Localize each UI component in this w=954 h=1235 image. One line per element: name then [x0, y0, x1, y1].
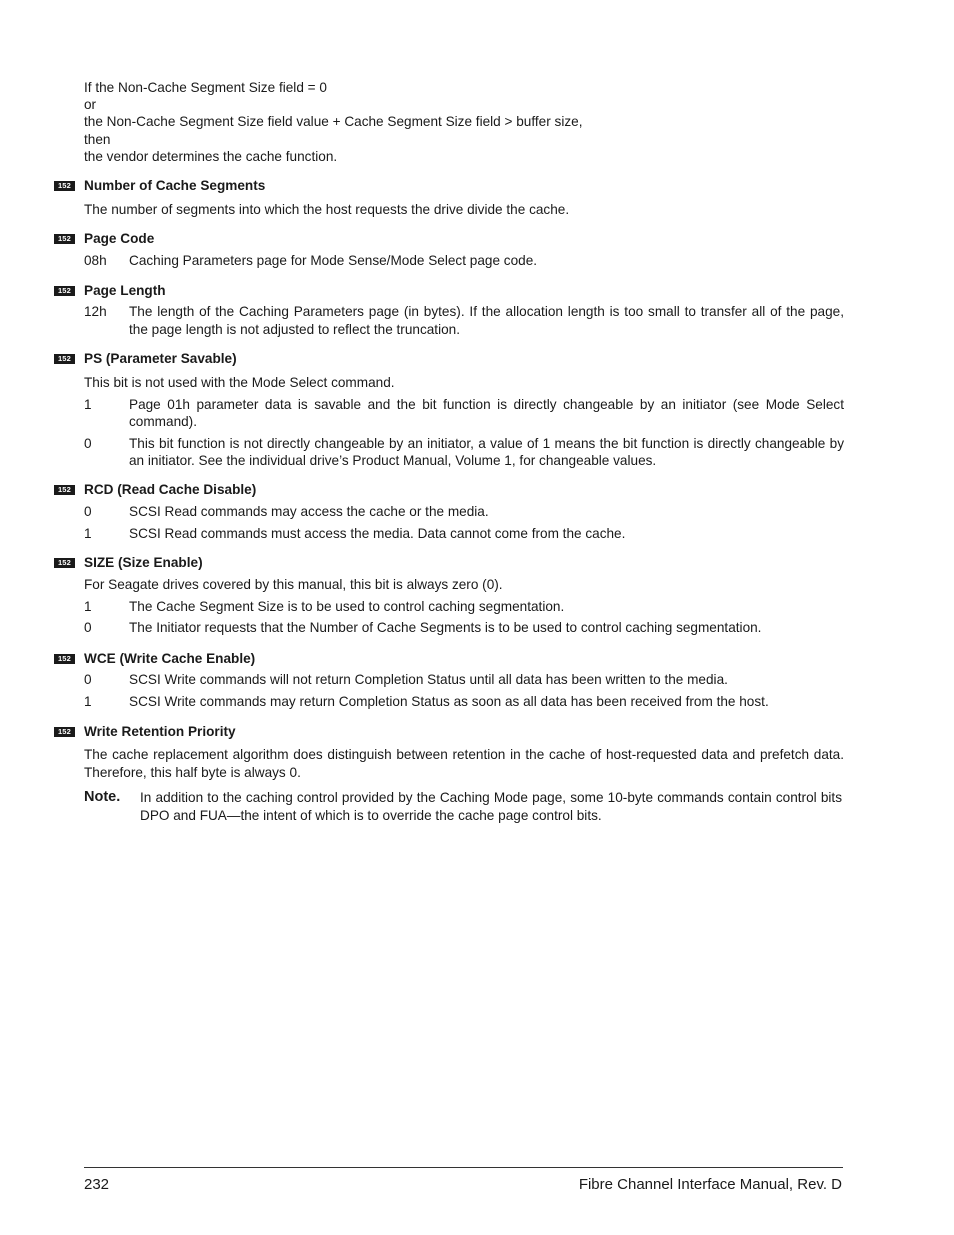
value-description: The Initiator requests that the Number of Cache Segments is to be used to control caching segmentation.: [129, 620, 762, 635]
intro-conditions: [84, 79, 844, 165]
intro-line: the vendor determines the cache function.: [84, 148, 338, 164]
section-ps-parameter-savable: [54, 350, 844, 470]
version-badge: 152: [54, 181, 75, 191]
value-description: SCSI Write commands will not return Completion Status until all data has been written to the media.: [129, 672, 728, 687]
value-description: Caching Parameters page for Mode Sense/Mode Select page code.: [129, 253, 538, 268]
version-badge: 152: [54, 234, 75, 244]
note-block: [84, 789, 842, 824]
footer-document-title: Fibre Channel Interface Manual, Rev. D: [578, 1176, 842, 1193]
section-title: RCD (Read Cache Disable): [84, 482, 257, 497]
section-write-retention-priority: [54, 723, 844, 781]
section-title: WCE (Write Cache Enable): [84, 651, 256, 666]
value-entry: [84, 396, 844, 431]
section-description: The cache replacement algorithm does distinguish between retention in the cache of host-requested data and prefetch data. Therefore, this half byte is always 0.: [84, 747, 844, 780]
version-badge: 152: [54, 354, 75, 364]
value-code: 0: [84, 620, 92, 635]
section-heading: [54, 177, 844, 195]
value-code: 08h: [84, 253, 107, 268]
section-heading: [54, 481, 844, 499]
section-description: This bit is not used with the Mode Select command.: [84, 375, 395, 390]
section-size-enable: [54, 554, 844, 637]
section-title: Page Code: [84, 231, 155, 246]
value-code: 1: [84, 693, 92, 709]
value-code: 1: [84, 396, 92, 412]
version-badge: 152: [54, 485, 75, 495]
section-title: Page Length: [84, 283, 166, 298]
section-rcd-read-cache-disable: [54, 481, 844, 542]
section-description: The number of segments into which the host requests the drive divide the cache.: [84, 202, 570, 217]
section-page-code: [54, 230, 844, 270]
value-entry: [84, 435, 844, 470]
value-code: 1: [84, 598, 92, 614]
section-heading: [54, 282, 844, 300]
section-wce-write-cache-enable: [54, 650, 844, 710]
note-label: Note.: [84, 789, 121, 805]
value-code: 0: [84, 435, 92, 451]
value-entry: [84, 303, 844, 338]
intro-line: then: [84, 131, 111, 147]
version-badge: 152: [54, 558, 75, 568]
footer-divider: [84, 1167, 843, 1168]
value-entry: [84, 598, 844, 616]
version-badge: 152: [54, 286, 75, 296]
value-code: 0: [84, 672, 92, 687]
section-title: SIZE (Size Enable): [84, 555, 203, 570]
value-entry: [84, 619, 844, 637]
value-description: SCSI Write commands may return Completion Status as soon as all data has been received from the host.: [129, 693, 769, 709]
section-heading: [54, 350, 844, 368]
intro-line: or: [84, 97, 97, 113]
version-badge: 152: [54, 654, 75, 664]
section-heading: [54, 554, 844, 572]
value-entry: [84, 671, 844, 689]
section-title: Write Retention Priority: [84, 724, 236, 739]
value-entry: [84, 525, 844, 543]
intro-line: the Non-Cache Segment Size field value + Cache Segment Size field > buffer size,: [84, 114, 583, 130]
note-text: In addition to the caching control provided by the Caching Mode page, some 10-byte commands contain control bits DPO and FUA—the intent of which is to override the cache page control bits.: [140, 790, 842, 823]
value-description: The Cache Segment Size is to be used to control caching segmentation.: [129, 598, 565, 614]
value-entry: [84, 693, 844, 711]
value-code: 1: [84, 525, 92, 541]
section-title: PS (Parameter Savable): [84, 351, 237, 366]
value-description: SCSI Read commands must access the media. Data cannot come from the cache.: [129, 525, 626, 541]
version-badge: 152: [54, 727, 75, 737]
section-heading: [54, 230, 844, 248]
section-heading: [54, 650, 844, 668]
section-page-length: [54, 282, 844, 338]
value-entry: [84, 252, 844, 270]
section-number-of-cache-segments: [54, 177, 844, 219]
intro-line: If the Non-Cache Segment Size field = 0: [84, 80, 327, 95]
value-code: 0: [84, 504, 92, 519]
section-description: For Seagate drives covered by this manual, this bit is always zero (0).: [84, 577, 503, 592]
value-description: This bit function is not directly changeable by an initiator, a value of 1 means the bit function is directly changeable by an initiator. See the individual drive’s Product Manual, Volume 1, for changeable values.: [129, 435, 844, 468]
value-description: Page 01h parameter data is savable and the bit function is directly changeable by an initiator (see Mode Select command).: [129, 396, 844, 429]
value-description: The length of the Caching Parameters page (in bytes). If the allocation length is too small to transfer all of the page, the page length is not adjusted to reflect the truncation.: [129, 304, 844, 337]
value-entry: [84, 503, 844, 521]
section-title: Number of Cache Segments: [84, 178, 266, 193]
footer-page-number: 232: [84, 1176, 110, 1193]
value-description: SCSI Read commands may access the cache or the media.: [129, 504, 489, 519]
section-heading: [54, 723, 844, 741]
value-code: 12h: [84, 304, 107, 319]
